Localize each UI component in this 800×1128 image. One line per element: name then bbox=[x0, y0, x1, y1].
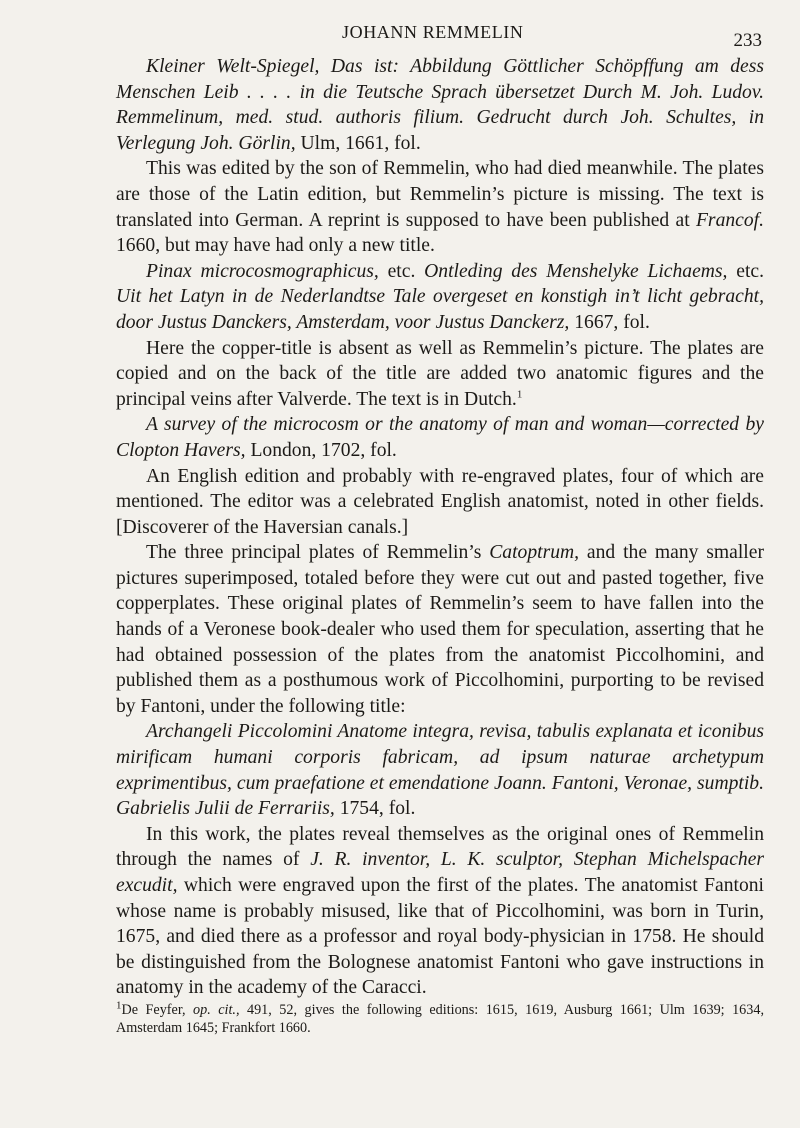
entry-title: A survey of the microcosm or the anatomy of man and woman—corrected by Clopton Havers, bbox=[116, 414, 764, 461]
entry-title: Kleiner Welt-Spiegel, Das ist: Abbildung Göttlicher Schöpffung am dess Menschen Leib . . . . in die Teutsche Sprach übersetzet Durch M. Joh. Ludov. Remmelinum, med. stud. authoris filium. Gedrucht durch Joh. Schultes, in Verlegung Joh. Görlin, bbox=[116, 56, 764, 154]
entry-imprint: 1754, fol. bbox=[339, 798, 416, 820]
footnote-reference: 1 bbox=[516, 388, 523, 401]
paragraph-catoptrum: The three principal plates of Remmelin’s Catoptrum, and the many smaller pictures superimposed, totaled before they were cut out and pasted together, five copperplates. These original plates of Remmelin’s seem to have fallen into the hands of a Veronese book-dealer who used them for speculation, asserting that he had obtained possession of the plates from the anatomist Piccolhomini, and published them as a posthumous work of Piccolhomini, purporting to be revised by Fantoni, under the following title: bbox=[116, 542, 764, 717]
comment-pinax: Here the copper-title is absent as well as Remmelin’s picture. The plates are copied and on the back of the title are added two anatomic figures and the principal veins after Valverde. The text is in Dutch.$^1$ bbox=[116, 337, 764, 410]
running-head bbox=[116, 18, 764, 54]
page-number: 233 bbox=[733, 30, 762, 51]
entry-kleiner-welt-spiegel bbox=[116, 54, 764, 156]
footnote: $^1$De Feyfer, op. cit., 491, 52, gives the following editions: 1615, 1619, Ausburg 1661; Ulm 1639; 1634, Amsterdam 1645; Frankfort 1660. bbox=[116, 999, 764, 1037]
entry-survey bbox=[116, 412, 764, 463]
entry-imprint: London, 1702, fol. bbox=[250, 439, 397, 461]
body-text bbox=[116, 54, 764, 1038]
running-title: JOHANN REMMELIN bbox=[342, 22, 524, 42]
comment-survey: An English edition and probably with re-engraved plates, four of which are mentioned. The editor was a celebrated English anatomist, noted in other fields. [Discoverer of the Haversian canals.] bbox=[116, 465, 764, 538]
entry-title: Pinax microcosmographicus, bbox=[146, 260, 379, 282]
entry-imprint: 1667, fol. bbox=[574, 311, 650, 333]
entry-imprint: Ulm, 1661, fol. bbox=[300, 132, 421, 154]
footnote-marker: 1 bbox=[116, 999, 122, 1012]
entry-title: Archangeli Piccolomini Anatome integra, revisa, tabulis explanata et iconibus mirificam humani corporis fabricam, ad ipsum naturae archetypum exprimentibus, cum praefatione et emendatione Joann. Fantoni, Veronae, sumptib. Gabrielis Julii de Ferrariis, bbox=[116, 721, 764, 820]
entry-pinax: Pinax microcosmographicus, etc. Ontleding des Menshelyke Lichaems, etc. Uit het Latyn in de Nederlandtse Tale overgeset en konstigh in’t licht gebracht, door Justus Danckers, Amsterdam, voor Justus Danckerz, 1667, fol. bbox=[116, 260, 765, 333]
comment-kleiner-welt-spiegel: This was edited by the son of Remmelin, who had died meanwhile. The plates are those of the Latin edition, but Remmelin’s picture is missing. The text is translated into German. A reprint is supposed to have been published at Francof. 1660, but may have had only a new title. bbox=[116, 158, 764, 257]
entry-archangeli bbox=[116, 719, 764, 821]
paragraph-closing: In this work, the plates reveal themselves as the original ones of Remmelin through the names of J. R. inventor, L. K. sculptor, Stephan Michelspacher excudit, which were engraved upon the first of the plates. The anatomist Fantoni whose name is probably misused, like that of Piccolhomini, was born in Turin, 1675, and died there as a professor and royal body-physician in 1758. He should be distinguished from the Bolognese anatomist Fantoni who gave instructions in anatomy in the academy of the Caracci. bbox=[116, 823, 765, 999]
